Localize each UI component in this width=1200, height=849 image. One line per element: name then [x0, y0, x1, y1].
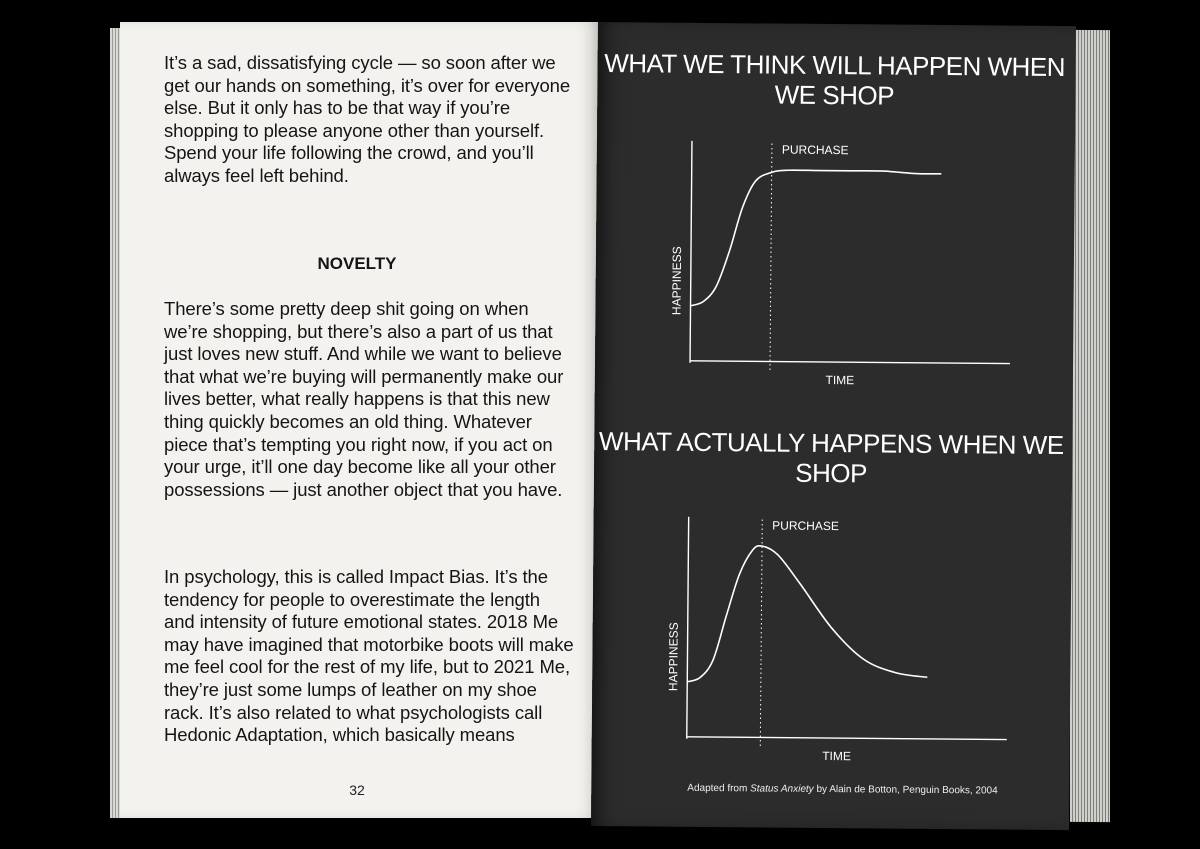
x-axis	[690, 361, 1010, 364]
caption-suffix: by Alain de Botton, Penguin Books, 2004	[813, 783, 998, 797]
y-axis-label: HAPPINESS	[669, 246, 685, 316]
right-page	[591, 22, 1076, 830]
chart-actual	[592, 506, 1072, 770]
page-number: 32	[349, 782, 365, 798]
purchase-label: PURCHASE	[781, 142, 849, 158]
purchase-marker	[770, 144, 772, 372]
source-caption	[687, 783, 1027, 797]
caption-book-title: Status Anxiety	[750, 783, 814, 795]
x-axis-label: TIME	[825, 372, 855, 388]
chart-title-expected: WHAT WE THINK WILL HAPPEN WHEN WE SHOP	[604, 48, 1066, 111]
happiness-curve	[691, 169, 942, 308]
paragraph-3: In psychology, this is called Impact Bias. It’s the tendency for people to overestimate the length and intensity of future emotional states. 2018 Me may have imagined that motorbike boots will make me feel cool for the rest of my life, but to 2021 Me, they’re just some lumps of leather on my shoe rack. It’s also related to what psychologists call Hedonic Adaptation, which basically means	[164, 566, 574, 746]
y-axis	[687, 517, 689, 739]
x-axis	[687, 737, 1007, 740]
section-heading: NOVELTY	[317, 254, 397, 273]
y-axis	[690, 141, 692, 363]
y-axis-label: HAPPINESS	[666, 622, 681, 692]
paragraph-1: It’s a sad, dissatisfying cycle — so soon after we get our hands on something, it’s over for everyone else. But it only has to be that way if you’re shopping to please anyone other than yourself. Spend your life following the crowd, and you’ll always feel left behind.	[164, 52, 571, 186]
chart-expected	[595, 130, 1075, 394]
purchase-label: PURCHASE	[772, 518, 839, 534]
caption-prefix: Adapted from	[687, 782, 751, 795]
paragraph-2: There’s some pretty deep shit going on when we’re shopping, but there’s also a part of us that just loves new stuff. And while we want to believe that what we’re buying will permanently make our lives better, what really happens is that this new thing quickly becomes an old thing. Whatever piece that’s tempting you right now, if you act on your urge, it’ll one day become like all your other possessions — just another object that you have.	[164, 298, 564, 500]
x-axis-label: TIME	[822, 748, 851, 764]
purchase-marker	[760, 519, 762, 747]
page-edges-right	[1070, 30, 1110, 822]
chart-title-actual: WHAT ACTUALLY HAPPENS WHEN WE SHOP	[598, 426, 1064, 489]
left-page	[120, 22, 604, 818]
happiness-curve	[687, 545, 928, 684]
